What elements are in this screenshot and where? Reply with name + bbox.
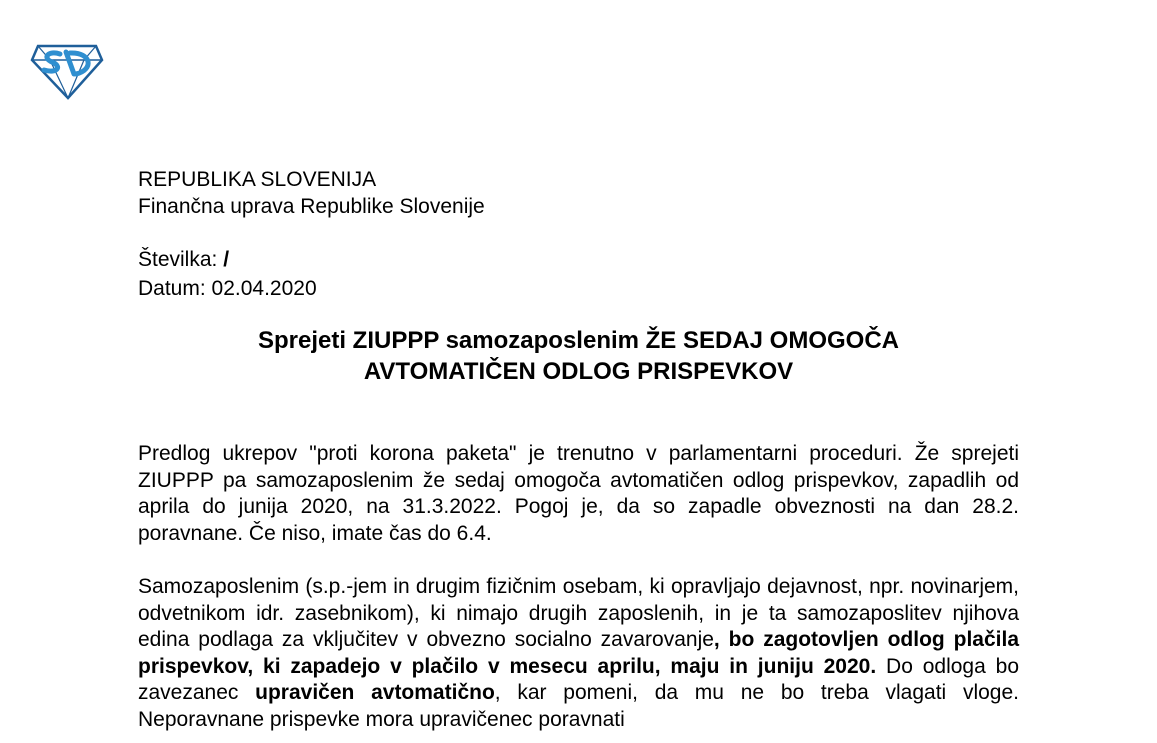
number-value: /: [223, 248, 230, 271]
number-line: [138, 245, 317, 274]
paragraph-2-bold-2: upravičen avtomatično: [255, 681, 495, 704]
document-meta: [138, 245, 317, 303]
document-title: [138, 325, 1019, 387]
paragraph-1: Predlog ukrepov "proti korona paketa" je trenutno v parlamentarni proceduri. Že sprejeti ZIUPPP pa samozaposlenim že sedaj omogoča avtomatičen odlog prispevkov, zapadlih od aprila do junija 2020, na 31.3.2022. Pogoj je, da so zapadle obveznosti na dan 28.2. poravnane. Če niso, imate čas do 6.4.: [138, 442, 1019, 545]
header-institution: Finančna uprava Republike Slovenije: [138, 195, 485, 218]
document-header: [138, 166, 485, 220]
paragraph-2-bold-1: , bo zagotovljen odlog plačila prispevkov, ki zapadejo v plačilo v mesecu aprilu, maju in juniju 2020.: [138, 628, 1020, 678]
title-line-1: Sprejeti ZIUPPP samozaposlenim ŽE SEDAJ OMOGOČA: [257, 327, 900, 354]
date-line: [138, 274, 317, 303]
header-country: REPUBLIKA SLOVENIJA: [138, 168, 377, 191]
paragraph-2: [138, 574, 1019, 733]
paragraph-2-part-1: Samozaposlenim (s.p.-jem in drugim fizičnim osebam, ki opravljajo dejavnost, npr. novinarjem, odvetnikom idr. zasebnikom), ki nimajo drugih zaposlenih, in je ta samozaposlitev njihova edina podlaga za vključitev v obvezno socialno zavarovanje: [138, 575, 1019, 651]
diamond-sd-logo-icon: [30, 40, 104, 100]
date-value: 02.04.2020: [211, 277, 317, 300]
title-line-2: AVTOMATIČEN ODLOG PRISPEVKOV: [363, 358, 794, 385]
paragraph-2-part-2: Do odloga bo zavezanec: [138, 654, 1019, 704]
date-label: Datum:: [138, 277, 206, 300]
paragraph-2-part-3: , kar pomeni, da mu ne bo treba vlagati vloge. Neporavnane prispevke mora upravičenec poravnati: [138, 681, 1019, 731]
number-label: Številka:: [138, 248, 218, 271]
